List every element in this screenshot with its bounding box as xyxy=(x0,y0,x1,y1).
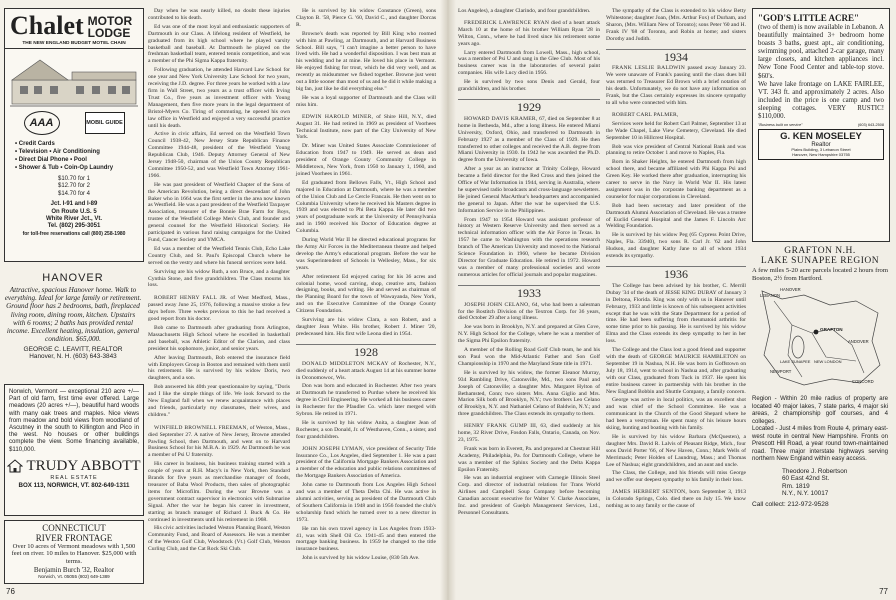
hanover-title: HANOVER xyxy=(42,272,104,284)
obit-paragraph: Don was born and educated in Rochester. After two years at Dartmouth he transferred to Purdue where he received his degree in Civil Engineering. He worked all his business career in Rochester for the Pfaudler Co. which later merged with Sybron. He retired in 1971. xyxy=(296,383,436,418)
obit-paragraph: Los Angeles), a daughter Clarindo, and four grandchildren. xyxy=(458,8,591,14)
right-column-2 xyxy=(606,8,746,593)
obit-paragraph: He is survived by his widow Anita, a daughter Jean of Rochester, a son Donald, Jr. of Westhaven, Conn., a sister, and four grandchildren. xyxy=(296,419,436,440)
class-year-heading: 1929 xyxy=(458,99,600,111)
grafton-nh-ad xyxy=(752,246,888,592)
obit-paragraph: Day when he was nearly killed, no doubt these injuries contributed to his death. xyxy=(148,8,290,21)
obit-paragraph: He was a loyal supporter of Dartmouth and the Class will miss him. xyxy=(296,94,436,108)
class-year-heading: 1936 xyxy=(606,266,746,278)
obit-paragraph: His civic activities included Weston Planning Board, Weston Community Fund, and Board of Assessors. He was a member of the Weston Golf Club, Woodstock (Vt.) Golf Club, Weston Curling Club, and the Cat Rock Ski Club. xyxy=(148,525,290,553)
obit-name: JAMES HERBERT SENTON, xyxy=(612,489,688,496)
grafton-title2: LAKE SUNAPEE REGION xyxy=(760,256,880,266)
moseley-address: Plains Building, 3 Lebanon Street Hanover, New Hampshire 03755 xyxy=(791,147,851,157)
obit-paragraph: The sympathy of the Class is extended to his widow Betty Whitestone; daughter Joan, (Mrs. Arthur Fox) of Durham, and Sharon, (Mrs. William New of Toronto); sons Peter '60 and H. Frank IV '68 of Toronto, and Robin at home; and sisters Dorothy and Judith. xyxy=(606,8,746,42)
obit-paragraph: FREDERICK LAWRENCE RYAN died of a heart attack March 10 at the home of his brother William Ryan '28 in Wilton, Conn., where he had lived since his retirement some years ago. xyxy=(458,19,600,47)
obit-paragraph: Ed was a member of the Westfield Tennis Club, Echo Lake Country Club, and St. Paul's Episcopal Church where he served on the vestry and where his funeral services were held. xyxy=(148,245,290,266)
hanover-body: Attractive, spacious Hanover home. Walk to everything. Ideal for large family or retirement. Ground floor has 2 bedrooms, bath, fireplaced living room, dining room, kitchen. Upstairs with 6 rooms; 2 baths has provided rental income. Excellent heating, insulation, general condition. $65,000. xyxy=(4,286,142,344)
ct-title2: RIVER FRONTAGE xyxy=(35,533,113,543)
map-label-new-london: NEW LONDON xyxy=(814,359,842,365)
trudy-name: TRUDY ABBOTT xyxy=(26,457,141,474)
obit-paragraph: Surviving are his widow Clara, a son Robert, and a daughter Jean White. His brother, Robert J. Miner '20, predeceased him. His first wife Leona died in 1954. xyxy=(296,317,436,337)
obit-paragraph: Browne's death was reported by Bill King who roomed with him at Pawling, at Dartmouth, and at Harvard Business School. Bill says, "I can't imagine a better person to have lived with. He had a wonderful disposition. I was best man at his wedding and he at mine. He loved his place in Vermont. He enjoyed fishing for trout, which he did very well, and as recently as midsummer we fished together. Browne just went out a little sooner than most of us and he did it while making a big fan, just like he did everything else." xyxy=(296,30,436,92)
moseley-name-box xyxy=(758,129,884,160)
obit-name: ROBERT HENRY FALL JR. xyxy=(154,295,228,302)
obit-paragraph: JOHN JOSEPH LYMAN, vice president of Security Title Insurance Co., Los Angeles, died September 1. He was a past president of the California Mortgage Bankers Association and a member of the education and public relations committees of the Mortgage Bankers Association of America. xyxy=(296,445,436,480)
grafton-contact xyxy=(782,468,888,498)
obit-name: HENRY FRANK GUMP xyxy=(464,423,528,430)
trudy-body: Norwich, Vermont — exceptional 210 acre +/— Part of old farm, first time ever offered. Large meadows (20 acres +/—), beautiful hard woods with many oak trees and maples. Nice views from meadow and bold views from woodland of Ascutney in the south to Killington and Pico in the west. No houses or other buildings complete the view. Some financing available, $110,000. xyxy=(9,388,139,453)
hanover-agent: GEORGE C. LEAVITT, REALTOR xyxy=(23,346,123,354)
chalet-logo-text: Chalet xyxy=(10,11,84,40)
obit-paragraph: After retirement Ed enjoyed caring for his 36 acres and colonial home, wood carving, shop, creative arts, fashion designing, books, and writing. He and served as chairman of the Planning Board for the town of Wawayanda, New York, and on the Executive Committee of the Orange County Citizens Foundation. xyxy=(296,273,436,315)
connecticut-river-ad xyxy=(4,520,144,584)
obit-paragraph: The College has been advised by his brother, C. Merrill Dubay '34 of the death of JESSE KING DUBAY of January 3 in Deltona, Florida. King was only with us in Hanover until February, 1933 and little is known of his subsequent activities except that he was with the State Department for a period of time. He had been suffering from rheumatoid arthritis for some time prior to his passing. He is survived by his widow Elma and the Class extends its deep sympathy to her in her loss. xyxy=(606,282,746,345)
obit-paragraph: Dr. Miner was United States Associate Commissioner of Education from 1947 to 1949. He served as dean and president of Orange County Community College in Middletown, New York, from 1950 to January 1, 1960, and joined Voorhees in 1961. xyxy=(296,143,436,177)
address-line-1: Jct. I-91 and I-89 xyxy=(50,201,98,208)
obit-paragraph: He ran his own travel agency in Los Angeles from 1933-41, was with Shell Oil Co. 1941-45 and then entered the mortgage banking business. In 1959 he changed to the title insurance business. xyxy=(296,525,436,553)
obit-name: JOSEPH JOHN CELANO, xyxy=(464,301,530,308)
ct-name: Benjamin Burch '32, Realtor xyxy=(33,566,115,575)
obit-paragraph xyxy=(606,112,746,119)
obit-paragraph: He is survived by his widow Constance (Green), sons Clayton B. '58, Pierce G. '60, David C., and daughter Dorcas R. xyxy=(296,8,436,28)
feature-credit-cards: • Credit Cards xyxy=(15,141,55,147)
obit-paragraph: Following graduation, he attended Harvard Law School for one year and New York University Law School for two years, receiving the J.D. degree. For three years he worked with a law firm in Wall Street, two years as a trust officer with Irving Trust Co., five years as investment officer with Young Management, then five more years in the legal department of Bristol-Myers Co. Tiring of commuting, he opened his own law office in Westfield and enjoyed a very successful practice until his death. xyxy=(148,67,290,129)
right-column-1 xyxy=(458,8,600,593)
ct-title1: CONNECTICUT xyxy=(42,523,106,533)
obit-paragraph: FRANK LESLIE BALDWIN passed away January 23. We were unaware of Frank's passing until the class dues bill was returned to Treasurer Ed Brown with a brief notation of his death. Unfortunately, we do not have any information on Frank, but the Class certainly expresses its sincere sympathy to all who were connected with him. xyxy=(606,65,746,106)
obit-paragraph: HENRY FRANK GUMP III, 63, died suddenly at his home, 32 River Drive, Fosdon Falls, Ontario, Canada, on Nov. 23, 1975. xyxy=(458,423,601,443)
page-gutter xyxy=(440,0,456,600)
obit-paragraph: After leaving Dartmouth, Bob entered the insurance field with Employers Group in Boston and remained with them until his retirement. He is survived by his widow Doris, two daughters, and a son. xyxy=(148,354,290,382)
address-line-3: White River Jct., Vt. xyxy=(45,216,102,223)
moseley-body: (two of them) is now available in Lebanon. A beautifully maintained 3+ bedroom home boasts 3 baths, guest apt., air conditioning, swimming pool, attached 2-car garage, many large closets, and kitchen appliances incl. New Tone Food Center and table-top stove. $60's. We have lake frontage on LAKE FAIRLEE, VT. 343 ft. and approximately 2 acres. Also included in the price is one camp and two sleeping cottages. VERY RUSTIC! $110,000. xyxy=(758,24,884,121)
class-year-heading: 1933 xyxy=(458,285,600,297)
class-year-heading: 1934 xyxy=(606,49,746,61)
obit-paragraph: Bob had been secretary and later president of the Dartmouth Alumni Association of Cleveland. He was a trustee of Euclid General Hospital and the James F. Lincoln Arc Welding Foundation. xyxy=(606,202,746,230)
trudy-sub: REAL ESTATE xyxy=(50,474,98,481)
obit-paragraph: George was active in local politics, was an excellent shot and was chief of the School Committee. He was a communicant in the Church of the Good Shepard where he had been a vestryman. He spent many of his leisure hours skiing, hunting and boating with his family. xyxy=(606,397,746,432)
feature-shower-laundry: • Shower & Tub • Coin-Op Laundry xyxy=(15,165,114,171)
obit-paragraph: Services were held for Robert Carl Palmer, September 13 at the Wade Chapel, Lake View Cemetery, Cleveland. He died September 10 in Hillcrest Hospital. xyxy=(606,120,746,141)
grafton-title1: GRAFTON N.H. xyxy=(784,246,856,256)
ct-contact: Norwich, Vt. 05055 (802) 649-1389 xyxy=(38,574,110,580)
contact-city: N.Y., N.Y. 10017 xyxy=(782,489,829,497)
obit-paragraph: He was past president of Westfield Chapter of the Sons of the American Revolution, being a direct descendant of John Baker who in 1664 was the first settler in the area now known as Westfield. He was a past president of the Westfield Taxpayer Association, treasurer of the Bonnie Brae Farm for Boys, trustee of the Westfield College Men's Club, and founder and general counsel for the Westfield Historical Society. He participated in various fund raising campaigns for the United Fund, Cancer Society and YMCA. xyxy=(148,181,290,243)
obit-paragraph: Bob answered his 40th year questionnaire by saying, "Doris and I like the simple things of life. We look forward to the New England fall when we renew acquaintance with places and friends, particularly my classmates, their wives, and children." xyxy=(148,384,290,418)
chalet-motor-lodge-ad xyxy=(4,8,144,262)
moseley-tagline: "Business built on service" xyxy=(758,123,803,128)
grafton-line: A few miles 5-20 acre parcels located 2 hours from Boston, 2½ from Hartford. xyxy=(752,267,888,282)
map-label-newport: NEWPORT xyxy=(770,369,792,375)
obit-paragraph: Frank was born in Everett, Pa. and prepared at Chestnut Hill Academy, Philadelphia, Pa. for Dartmouth College, where he was a member of the Sphinx Society and the Delta Kappa Epsilon Fraternity. xyxy=(458,445,600,473)
aaa-badge: AAA xyxy=(24,111,60,135)
obit-paragraph: Active in civic affairs, Ed served on the Westfield Town Council 1938-42, New Jersey State Republican Finance Committee 1944-48, president of the Westfield Young Republican Club, 1946. Deputy Attorney General of New Jersey 1948-50, chairman of the Union County Republican Committee 1950-52, and was Westfield Town Attorney 1961-1966. xyxy=(148,131,290,179)
rate-2: $12.70 for 2 xyxy=(57,183,91,190)
obit-name: JOHN JOSEPH LYMAN, xyxy=(302,445,365,452)
obit-paragraph: John came to Dartmouth from Los Angeles High School and was a member of Theta Delta Chi. He was active in alumni activities, serving as president of the Dartmouth Club of Southern California in 1948 and in 1956 founded the club's scholarship fund which he turned over to a new director in 1973. xyxy=(296,482,436,523)
feature-phone-pool: • Direct Dial Phone • Pool xyxy=(15,157,87,163)
obit-paragraph: JOSEPH JOHN CELANO, 64, who had been a salesman for the Bostitch Division of the Textron Corp. for 36 years, died October 29 after a long illness. xyxy=(458,301,601,322)
right-page xyxy=(448,0,896,600)
obit-paragraph: Bob came to Dartmouth after graduating from Arlington, Massachusetts High School where he excelled in basketball and baseball, was Athletic Editor of the Clarion, and class president his sophomore, junior, and senior years. xyxy=(148,324,290,352)
obit-paragraph: JAMES HERBERT SENTON, born September 3, 1913 in Colorado Springs, Colo. died there on July 15. We know nothing as to any family or the cause of xyxy=(606,489,746,510)
grafton-call-collect: Call collect: 212-972-9528 xyxy=(752,501,829,509)
obit-paragraph: The Class, the College, and his friends will miss George and we offer our deepest sympathy to his family in their loss. xyxy=(606,470,746,484)
trudy-abbott-ad xyxy=(4,384,144,516)
motor-lodge-text: MOTOR LODGE xyxy=(87,14,133,40)
contact-street: 60 East 42nd St. xyxy=(782,475,830,483)
left-page-number: 76 xyxy=(6,587,15,596)
house-icon xyxy=(7,459,23,473)
obit-paragraph: Bob was vice president of Central National Bank and was planning to retire October 1 and move to Naples, Fla. xyxy=(606,143,746,157)
map-label-lebanon: LEBANON xyxy=(760,293,781,299)
mobil-guide-badge: MOBIL GUIDE xyxy=(85,112,125,134)
obit-name: FREDERICK LAWRENCE RYAN xyxy=(464,19,550,26)
moseley-name: G. KEN MOSELEY xyxy=(780,131,862,143)
obit-paragraph: John is survived by his widow Louise, (830 5th Ave. xyxy=(302,555,420,562)
obit-paragraph: EDWIN HAROLD MINER, of Shire Hill, N.Y., died August 31. He had retired in 1969 as president of Voorhees Technical Institute, now part of the City University of New York. xyxy=(296,113,436,141)
obit-paragraph: During World War II he directed educational programs for the Army Air Forces in the Mediterranean theatre and helped develop the Army's educational program. Before the war he was Superintendent of Schools in Wellesley, Mass., for six years. xyxy=(296,237,436,271)
obit-paragraph: ROBERT HENRY FALL JR. of West Medford, Mass., passed away June 25, 1976, following a massive stroke a few days before. Three weeks previous to this he had received a good report from his doctor. xyxy=(148,295,290,323)
obit-paragraph: Born in Shaker Heights, he entered Dartmouth from high school there, and became affiliated with Phi Kappa Psi and Green Key. He worked there after graduation, interrupting his career to serve in the Navy in World War II. His latest assignment was in the corporate banking department as a counselor for major corporations in Cleveland. xyxy=(606,159,746,200)
gods-little-acre-ad xyxy=(752,8,890,242)
ct-body: Over 10 acres of Vermont meadows with 1,500 feet on river. 10 miles to Hanover. $25,000 with terms. xyxy=(11,543,137,565)
obit-paragraph: He was an industrial engineer with Carnegie Illinois Steel Corp. and director of industrial relations for Trans World Airlines and Campbell Soup Company before becoming Canadian account executive for Walter V. Clarke Associates, Inc. and president of Guelph Management Services, Ltd., Personnel Consultants. xyxy=(458,475,600,516)
obit-paragraph: From 1947 to 1954 Howard was assistant professor of history at Western Reserve University and then served as a technical information officer with the Air Force in Texas. In 1957 he came to Washington with the operations research branch of The American University and moved to the National Science Foundation in 1960, where he became Division Director for Graduate Education. He retired in 1972. Howard was a member of many professional societies and wrote numerous articles for official journals and popular magazines. xyxy=(458,216,600,278)
class-year-heading: 1928 xyxy=(296,344,436,356)
obit-paragraph: WINFIELD BROWNELL FREEMAN, of Weston, Mass., died September 27. A native of New Jersey, Browne attended Pawling School, then Dartmouth, and went on to Harvard Business School for his M.B.A. in 1929. At Dartmouth he was a member of Psi U fraternity. xyxy=(148,424,290,459)
obit-paragraph: He is survived by two sons Denis and Gerald, four grandchildren, and his brother. xyxy=(458,79,600,93)
obit-name: EDWIN HAROLD MINER, xyxy=(302,113,374,120)
contact-room: Rm. 1819 xyxy=(782,482,810,490)
obit-paragraph: Ed was one of the most loyal and enthusiastic supporters of Dartmouth in our Class. A lifelong resident of Westfield, he graduated from its high school where he played varsity basketball and baseball. At Dartmouth he played on the freshman basketball team, entered tennis competition, and was a member of the Phi Sigma Kappa fraternity. xyxy=(148,23,290,65)
obit-paragraph: He is survived by his widow Peg (65 Cypress Point Drive, Naples, Fla. 33940), two sons R. Carl Jr. '62 and John Hudson, and daughter Kathy Jane to all of whom 1934 extends its sympathy. xyxy=(606,232,746,260)
obit-paragraph: A member of the Rolling Road Golf Club team, he and his son Paul won the Mid-Atlantic Father and Son Golf Championship in 1970 and the Maryland State title in 1971. xyxy=(458,347,600,367)
moseley-role: Realtor xyxy=(811,142,831,149)
address-line-2: On Route U.S. 5 xyxy=(51,208,97,215)
feature-television: • Television • Air Conditioning xyxy=(15,149,100,155)
map-label-andover: ANDOVER xyxy=(848,339,869,345)
contact-name: Theodore J. Robertson xyxy=(782,467,848,475)
map-label-concord: CONCORD xyxy=(852,379,874,385)
map-label-lake-sunapee: LAKE SUNAPEE xyxy=(780,359,811,365)
chalet-phone: Tel. (802) 295-3051 xyxy=(47,223,101,230)
moseley-phone: (603) 643-2508 xyxy=(858,123,884,128)
obit-paragraph: Ed graduated from Bellows Falls, Vt., High School and majored in Education at Dartmouth, where he was a member of the Union Club and Le Cercle Francais. He then went on to Columbia University where he received his Masters degree in 1939 and was elected to Phi Beta Kappa. He later did two years of postgraduate work at the University of Pennsylvania and in 1960 received his Doctor of Education degree at Columbia. xyxy=(296,179,436,235)
chalet-toll-free: for toll-free reservations call (800) 258-1980 xyxy=(22,230,126,237)
map-label-hanover: HANOVER xyxy=(780,287,801,293)
obit-name: HOWARD DAVIS KRAMER, xyxy=(464,115,538,122)
moseley-title: "GOD'S LITTLE ACRE" xyxy=(758,13,860,23)
chalet-chain-tagline: THE NEW ENGLAND BUDGET MOTEL CHAIN xyxy=(5,41,143,49)
obit-paragraph: Joe was born in Brooklyn, N.Y. and prepared at Glen Cove, N.Y. High School for the College, where he was a member of the Sigma Phi Epsilon fraternity. xyxy=(458,324,600,345)
hanover-contact: Hanover, N. H. (603) 643-3843 xyxy=(29,353,117,361)
obit-name: DONALD MIDDLETON MCKAY xyxy=(302,360,389,367)
obit-name: ROBERT CARL PALMER, xyxy=(612,111,679,118)
obit-paragraph: The College and the Class lost a good friend and supporter with the death of GEORGE MAURICE HAMBLETON on September 19 in Nashua, N.H. He was born in Goffstown on July 18, 1914, went to school in Nashua and, after graduating with our Class, graduated from Tuck in 1937. He spent his entire business career in partnership with his brother in the New England Bobbin and Shuttle Company, a family concern. xyxy=(606,347,746,395)
obit-paragraph: After a year as an instructor at Trinity College, Howard became a field director for the Red Cross and then joined the Office of War Information in 1944, serving in Australia, where he supervised radio broadcasts and cross-language newsletters. He joined General MacArthur's headquarters and accompanied the general to Japan. After the war he supervised the U.S. Information Service in the Philippines. xyxy=(458,166,600,214)
obit-paragraph: He is survived by his widow Barbara (McQuesten), a daughter Mrs. David R. Lalvis of Pleasant Ridge, Mich., four sons David Porter '66, of New Haven, Conn.; Mark Wells of Merrimack; Peter Holden of Laundrug, Mass.; and Thomas Lee of Nashua; eight grandchildren, and an aunt and uncle. xyxy=(606,433,746,468)
rate-4: $14.70 for 4 xyxy=(57,190,91,197)
rate-1: $10.70 for 1 xyxy=(57,176,91,182)
obit-paragraph: He is survived by his widow, the former Eleanor Murray, 934 Rambling Drive, Catonsville, Md., two sons Paul and Joseph of Catonsville; a daughter Mrs. Margaret Hylton of Bethamsted, Conn; two sisters Mrs. Anna Giglio and Mrs. Marion Silk both of Brooklyn, N.Y.; two brothers Leo Celano of Brooklyn, N.Y. and Nathaniel Celano of Baldwin, N.Y.; and three grandchildren. The Class extends its sympathy to them. xyxy=(458,369,600,418)
hanover-home-ad xyxy=(4,272,142,378)
obit-paragraph: DONALD MIDDLETON MCKAY of Rochester, N.Y., died suddenly of a heart attack August 14 at his summer home in Oconomowoc, Wis. xyxy=(296,360,436,381)
left-column-3 xyxy=(296,8,436,593)
obit-name: WINFIELD BROWNELL FREEMAN, xyxy=(154,424,249,431)
map-label-grafton: GRAFTON xyxy=(820,327,843,333)
grafton-body: Region - Within 20 mile radius of property are located 40 major lakes, 7 state parks, 4 major ski areas, 2 championship golf courses, and 4 colleges. Located - Just 4 miles from Route 4, primary east-west route in central New Hampshire. Fronts on Prescott Hill Road, a year round town-maintained road. Three major interstate highways serving northern New England within easy access. xyxy=(752,395,888,463)
obit-paragraph: Surviving are his widow Ruth, a son Bruce, and a daughter Cynthia Stone, and five grandchildren. The Class mourns his loss. xyxy=(148,268,290,289)
obit-paragraph: Larry entered Dartmouth from Lowell, Mass., high school, was a member of Psi U and sang in the Glee Club. Most of his business career was in the laboratories of several paint companies. His wife Lucy died in 1956. xyxy=(458,49,600,77)
motel-illustration xyxy=(10,52,138,108)
obit-name: FRANK LESLIE BALDWIN xyxy=(612,65,685,72)
obit-paragraph: His career in business, his business training started with a couple of years at R.H. Macy's in New York, then Standard Brands for five years as merchandise manager of foods, treasurer of Baba Wool Products, then sales of photographic items for Microfilm. During the war Browne was a government contract supervisor in electronics with Submarine Signal. After the war he began his career in investment, starting as branch manager of Richard J. Buck & Co. He continued in investments until his retirement in 1968. xyxy=(148,461,290,523)
left-column-2 xyxy=(148,8,290,593)
obit-paragraph: HOWARD DAVIS KRAMER, 67, died on September 8 at home in Bethesda, Md., after a long illness. He entered Miami University, Oxford, Ohio, and transferred to Dartmouth in February 1927 as a member of the Class of 1929. He then transferred to other colleges and received the A.B. degree from Miami University in 1930. In 1942 he was awarded the Ph.D. degree from the University of Iowa. xyxy=(458,115,601,164)
trudy-contact: BOX 113, NORWICH, VT. 802-649-1311 xyxy=(18,481,130,489)
region-map xyxy=(752,285,888,393)
right-page-number: 77 xyxy=(879,587,888,596)
